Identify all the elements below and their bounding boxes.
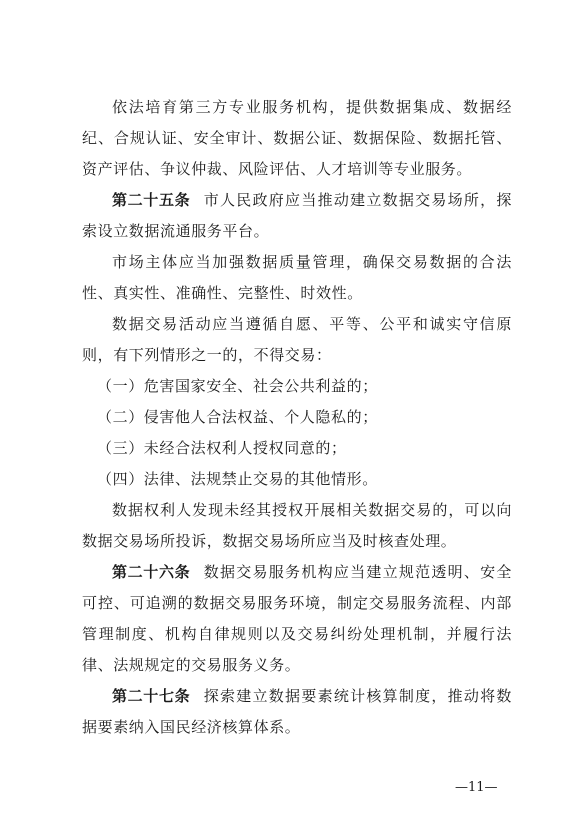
paragraph-text: 探索建立数据要素统计核算制度，推动将数据要素纳入国民经济核算体系。 (82, 687, 512, 736)
article-number: 第二十七条 (112, 687, 191, 705)
list-item (82, 371, 512, 402)
paragraph-text: 数据权利人发现未经其授权开展相关数据交易的，可以向数据交易场所投诉，数据交易场所应当及时核查处理。 (82, 501, 512, 550)
paragraph-text: 市人民政府应当推动建立数据交易场所，探索设立数据流通服务平台。 (82, 191, 512, 240)
list-item (82, 402, 512, 433)
article-number: 第二十六条 (112, 563, 191, 581)
document-page (82, 92, 512, 743)
article-number: 第二十五条 (112, 191, 191, 209)
list-item (82, 464, 512, 495)
list-item-text: （四）法律、法规禁止交易的其他情形。 (97, 470, 378, 488)
paragraph-complaints (82, 495, 512, 557)
page-number: —11— (455, 780, 498, 795)
paragraph-text: 依法培育第三方专业服务机构，提供数据集成、数据经纪、合规认证、安全审计、数据公证、数据保险、数据托管、资产评估、争议仲裁、风险评估、人才培训等专业服务。 (82, 98, 512, 178)
article-27 (82, 681, 512, 743)
article-25 (82, 185, 512, 247)
paragraph-third-party-services (82, 92, 512, 185)
list-item (82, 433, 512, 464)
paragraph-text: 数据交易活动应当遵循自愿、平等、公平和诚实守信原则，有下列情形之一的，不得交易： (82, 315, 512, 364)
paragraph-trading-principles (82, 309, 512, 371)
list-item-text: （三）未经合法权利人授权同意的； (97, 439, 347, 457)
paragraph-text: 市场主体应当加强数据质量管理，确保交易数据的合法性、真实性、准确性、完整性、时效性。 (82, 253, 512, 302)
list-item-text: （二）侵害他人合法权益、个人隐私的； (97, 408, 378, 426)
article-26 (82, 557, 512, 681)
list-item-text: （一）危害国家安全、社会公共利益的； (97, 377, 378, 395)
paragraph-data-quality (82, 247, 512, 309)
paragraph-text: 数据交易服务机构应当建立规范透明、安全可控、可追溯的数据交易服务环境，制定交易服务流程、内部管理制度、机构自律规则以及交易纠纷处理机制，并履行法律、法规规定的交易服务义务。 (82, 563, 512, 674)
